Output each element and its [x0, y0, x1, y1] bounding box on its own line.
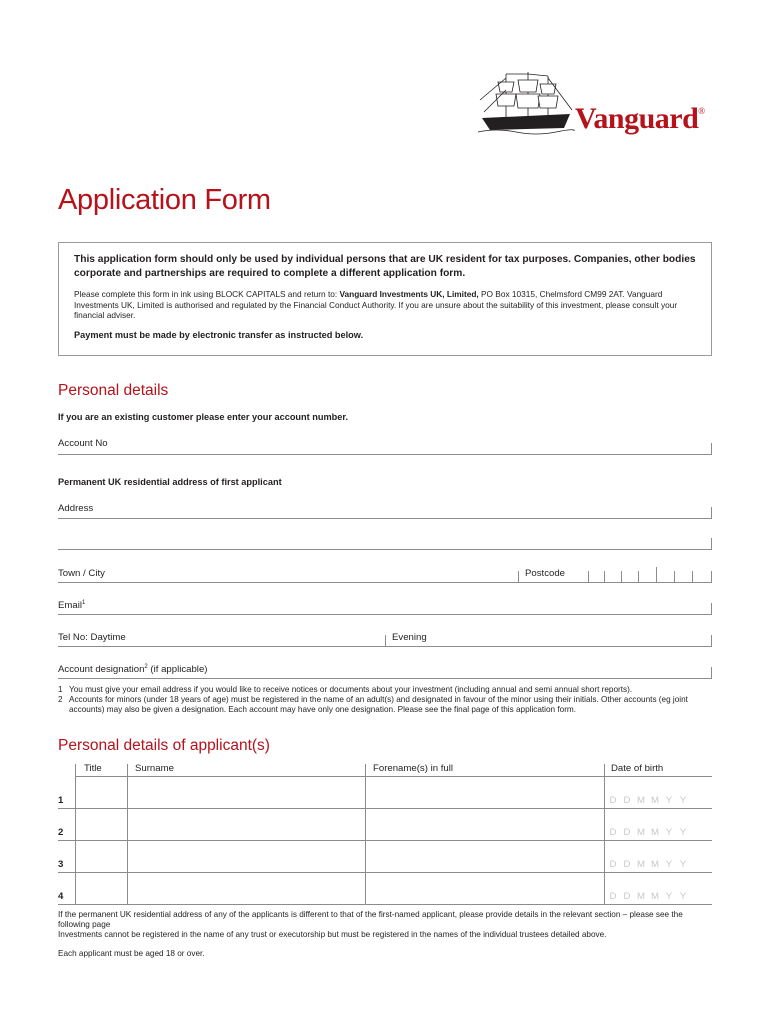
row-number: 4 — [58, 891, 64, 902]
address-label: Address — [58, 503, 94, 514]
field-divider — [518, 571, 519, 582]
trust-note: Investments cannot be registered in the name of any trust or executorship but must be registered in the names of the individual trustees detailed above. — [58, 930, 607, 939]
surname-input[interactable] — [128, 809, 364, 839]
footnote-number: 1 — [58, 685, 63, 694]
title-input[interactable] — [76, 841, 126, 871]
title-input[interactable] — [76, 809, 126, 839]
brand-logo — [575, 102, 705, 136]
field-end-tick — [711, 443, 712, 454]
notice-eligibility: This application form should only be used by individual persons that are UK resident for tax purposes. Companies, other bodies corporate and partnerships are required to complete a different application form. — [74, 254, 696, 279]
address-difference-note: If the permanent UK residential address of any of the applicants is different to that of the first-named applicant, please provide details in the relevant section – please see the following page — [58, 910, 683, 929]
field-end-tick — [711, 635, 712, 646]
notice-box — [58, 242, 712, 356]
account-no-label: Account No — [58, 438, 108, 449]
footnote-ref: 1 — [82, 600, 86, 606]
field-divider — [385, 635, 386, 646]
surname-input[interactable] — [128, 841, 364, 871]
dob-input[interactable]: D D M M Y Y — [609, 827, 687, 838]
footnote-number: 2 — [58, 695, 63, 704]
col-surname: Surname — [135, 763, 174, 774]
forenames-input[interactable] — [366, 841, 603, 871]
sailing-ship-icon — [476, 70, 576, 136]
field-end-tick — [711, 507, 712, 518]
dob-input[interactable]: D D M M Y Y — [609, 795, 687, 806]
dob-input[interactable]: D D M M Y Y — [609, 859, 687, 870]
brand-name: Vanguard — [575, 102, 699, 135]
dob-input[interactable]: D D M M Y Y — [609, 891, 687, 902]
surname-input[interactable] — [128, 873, 364, 903]
row-number: 2 — [58, 827, 64, 838]
col-title: Title — [84, 763, 102, 774]
town-field[interactable] — [58, 582, 712, 583]
forenames-input[interactable] — [366, 873, 603, 903]
field-end-tick — [711, 603, 712, 614]
notice-instructions: Please complete this form in ink using BLOCK CAPITALS and return to: Vanguard Investments UK, Limited, PO Box 10315, Chelmsford CM99 2AT. Vanguard Investments UK, Limited is authorised and regulated by the Financial Conduct Authority. If you are unsure about the suitability of this investment, please consult your financial adviser. — [74, 289, 678, 321]
account-no-field[interactable] — [58, 454, 712, 455]
footnote-text: You must give your email address if you would like to receive notices or documents about your investment (including annual and semi annual short reports). — [69, 685, 633, 694]
trademark: ® — [698, 106, 705, 116]
forenames-input[interactable] — [366, 777, 603, 807]
title-input[interactable] — [76, 873, 126, 903]
existing-customer-text: If you are an existing customer please enter your account number. — [58, 412, 349, 422]
email-label: Email$^1$ — [58, 600, 86, 612]
applicants-heading: Personal details of applicant(s) — [58, 737, 270, 754]
postcode-label: Postcode — [525, 568, 566, 579]
field-end-tick — [711, 667, 712, 678]
company-name: Vanguard Investments UK, Limited, — [339, 289, 479, 299]
footnote-text: Accounts for minors (under 18 years of age) must be registered in the name of an adult(s) and designated in favour of the minor using their initials. Other accounts (eg joint accounts) may also be given a designation. Each account may have only one designation. Please see the final page of this application form. — [69, 695, 688, 714]
field-end-tick — [711, 538, 712, 549]
address-field-line2[interactable] — [58, 549, 712, 550]
footnote-ref: 2 — [144, 664, 148, 670]
email-field[interactable] — [58, 614, 712, 615]
row-number: 3 — [58, 859, 64, 870]
tel-daytime-field[interactable] — [58, 646, 712, 647]
forenames-input[interactable] — [366, 809, 603, 839]
row-number: 1 — [58, 795, 64, 806]
age-note: Each applicant must be aged 18 or over. — [58, 949, 205, 958]
town-label: Town / City — [58, 568, 105, 579]
title-input[interactable] — [76, 777, 126, 807]
designation-field[interactable] — [58, 678, 712, 679]
surname-input[interactable] — [128, 777, 364, 807]
evening-label: Evening — [392, 632, 427, 643]
page-title: Application Form — [58, 184, 271, 216]
col-dob: Date of birth — [611, 763, 664, 774]
address-field-line1[interactable] — [58, 518, 712, 519]
address-heading: Permanent UK residential address of first applicant — [58, 477, 282, 487]
notice-payment: Payment must be made by electronic transfer as instructed below. — [74, 330, 364, 340]
personal-details-heading: Personal details — [58, 382, 169, 399]
tel-daytime-label: Tel No: Daytime — [58, 632, 126, 643]
designation-label: Account designation$^2$ (if applicable) — [58, 664, 208, 676]
col-forenames: Forename(s) in full — [373, 763, 453, 774]
